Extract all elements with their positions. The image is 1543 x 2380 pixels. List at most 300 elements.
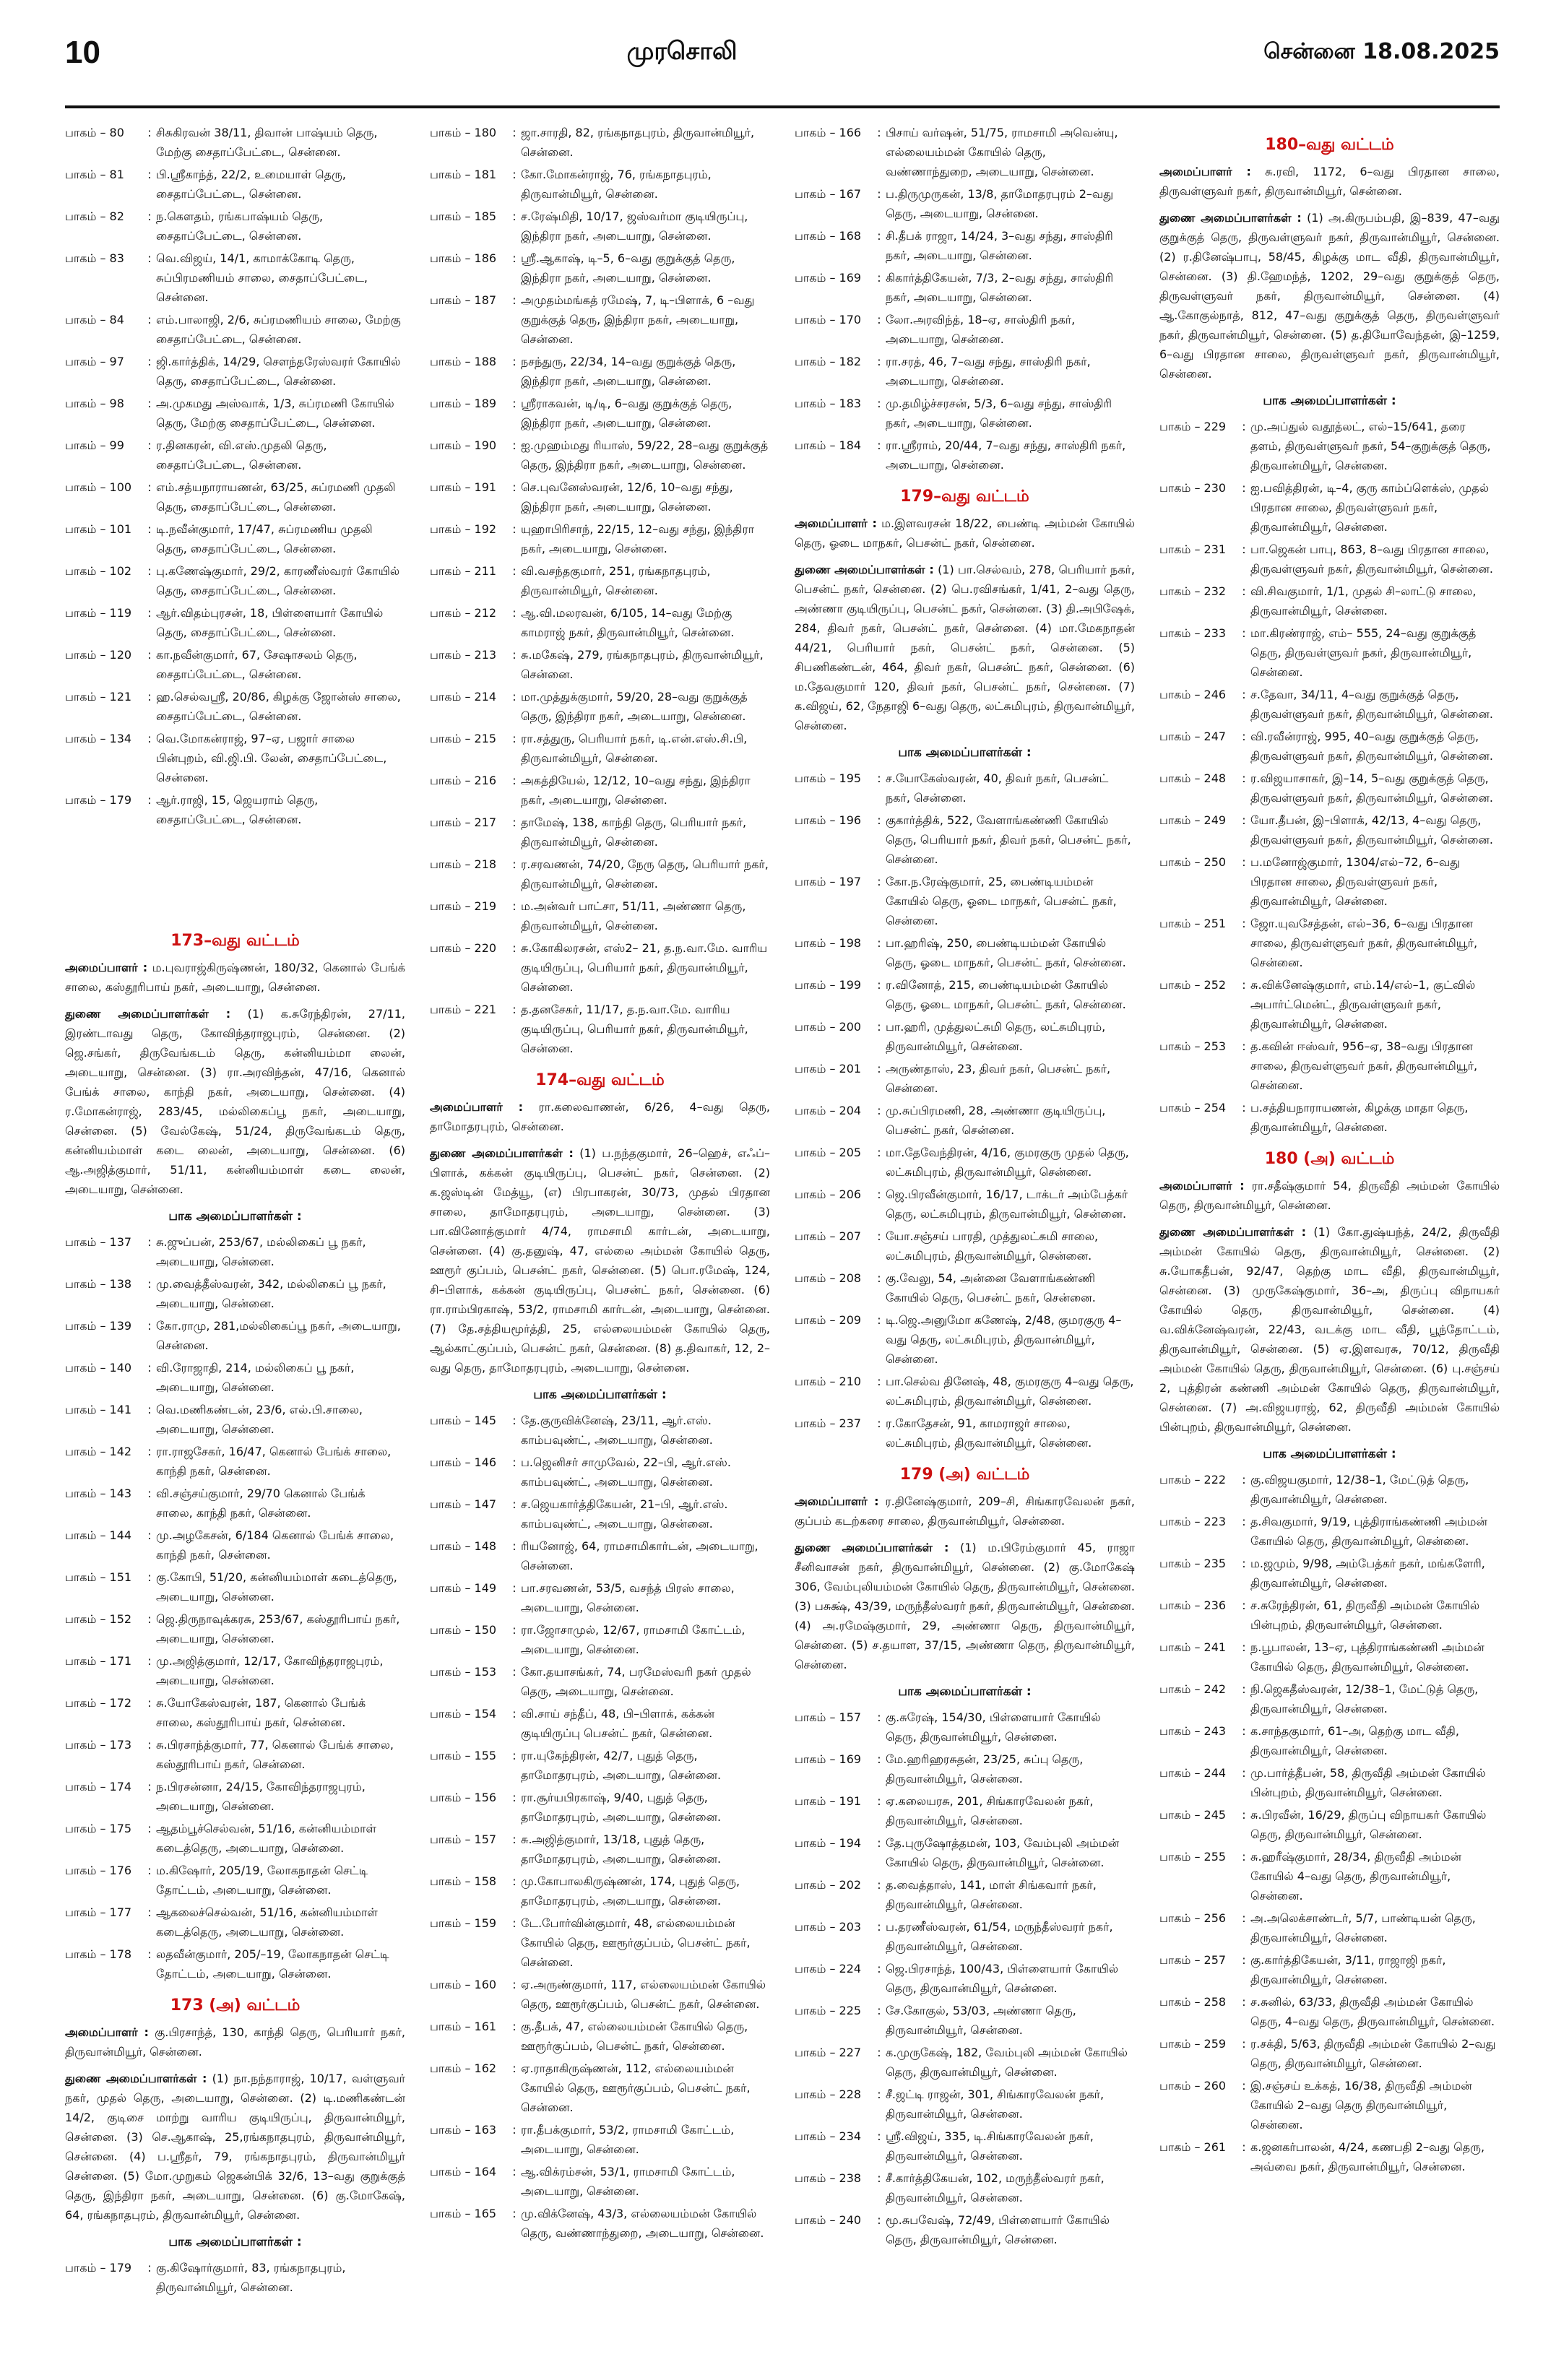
separator: : bbox=[147, 1822, 152, 1835]
booth-number: பாகம் – 253 bbox=[1159, 1039, 1227, 1053]
booth-organiser-address: ரா.சரத், 46, 7–வது சந்து, சாஸ்திரி நகர், அடையாறு, சென்னை. bbox=[886, 355, 1091, 388]
booth-number: பாகம் – 194 bbox=[795, 1836, 862, 1850]
list-item bbox=[65, 1400, 405, 1439]
officer-paragraph bbox=[65, 2069, 405, 2225]
section-subheading: பாக அமைப்பாளர்கள் : bbox=[898, 1684, 1032, 1699]
list-item bbox=[65, 436, 405, 475]
booth-number: பாகம் – 121 bbox=[65, 690, 132, 704]
separator: : bbox=[1242, 420, 1246, 433]
booth-number: பாகம் – 179 bbox=[65, 2261, 132, 2275]
booth-organiser-address: அ.அலெக்சாண்டர், 5/7, பாண்டியன் தெரு, திருவான்மியூர், சென்னை. bbox=[1250, 1911, 1476, 1944]
booth-organiser-address: மு.அப்துல் வதூத்லட், எல்–15/641, தரை தளம், திருவள்ளுவர் நகர், 54–குறுக்குத் தெரு, திருவான்மியூர், சென்னை. bbox=[1250, 420, 1491, 472]
list-item bbox=[65, 1358, 405, 1397]
list-item bbox=[65, 1567, 405, 1606]
separator: : bbox=[1242, 2079, 1246, 2093]
booth-organiser-address: ந.பூபாலன், 13–ஏ, புத்திராங்கண்ணி அம்மன் கோயில் தெரு, திருவான்மியூர், சென்னை. bbox=[1250, 1640, 1484, 1674]
booth-number: பாகம் – 206 bbox=[795, 1187, 862, 1201]
booth-number: பாகம் – 176 bbox=[65, 1864, 132, 1877]
booth-number: பாகம் – 195 bbox=[795, 771, 862, 785]
list-item bbox=[1159, 1763, 1500, 1802]
booth-organiser-address: ப.சத்தியநாராயணன், கிழக்கு மாதா தெரு, திருவான்மியூர், சென்னை. bbox=[1250, 1101, 1469, 1134]
list-item bbox=[65, 729, 405, 787]
list-item bbox=[1159, 727, 1500, 766]
list-item bbox=[430, 1411, 770, 1450]
officer-paragraph bbox=[1159, 162, 1500, 201]
separator: : bbox=[877, 1146, 881, 1159]
booth-organiser-address: எம்.சத்யநாராயணன், 63/25, சுப்ரமணி முதலி தெரு, சைதாப்பேட்டை, சென்னை. bbox=[156, 480, 396, 514]
booth-organiser-address: ஏ.ராதாகிருஷ்ணன், 112, எல்லையம்மன் கோயில் தெரு, ஊரூர்குப்பம், பெசன்ட் நகர், சென்னை. bbox=[521, 2061, 751, 2114]
separator: : bbox=[512, 438, 517, 452]
booth-number: பாகம் – 102 bbox=[65, 564, 132, 578]
officer-role-label: அமைப்பாளர் : bbox=[1159, 1179, 1245, 1193]
booth-number: பாகம் – 236 bbox=[1159, 1598, 1227, 1612]
list-item bbox=[65, 519, 405, 558]
list-item bbox=[430, 1453, 770, 1492]
booth-organiser-address: வி.ரவீன்ராஜ், 995, 40–வது குறுக்குத் தெரு, திருவள்ளுவர் நகர், திருவான்மியூர், சென்னை. bbox=[1250, 730, 1493, 763]
list-item bbox=[430, 436, 770, 475]
booth-organiser-address: மே.ஹரிஹரசுதன், 23/25, சுப்பு தெரு, திருவான்மியூர், சென்னை. bbox=[886, 1752, 1084, 1786]
booth-organiser-address: ஸ்ரீ.விஜய், 335, டி.சிங்காரவேலன் நகர், திருவான்மியூர், சென்னை. bbox=[886, 2129, 1094, 2163]
booth-organiser-address: த.கவின் ஈஸ்வர், 956–ஏ, 38–வது பிரதான சாலை, திருவள்ளுவர் நகர், திருவான்மியூர், சென்னை. bbox=[1250, 1039, 1478, 1092]
booth-number: பாகம் – 254 bbox=[1159, 1101, 1227, 1115]
separator: : bbox=[512, 606, 517, 620]
booth-organiser-address: மு.சுப்பிரமணி, 28, அண்ணா குடியிருப்பு, பெசன்ட் நகர், சென்னை. bbox=[886, 1104, 1106, 1137]
booth-organiser-address: மு.அழகேசன், 6/184 கெனால் பேங்க் சாலை, காந்தி நகர், சென்னை. bbox=[156, 1528, 394, 1562]
booth-number: பாகம் – 192 bbox=[430, 522, 497, 536]
officer-paragraph bbox=[1159, 1176, 1500, 1215]
booth-number: பாகம் – 255 bbox=[1159, 1850, 1227, 1864]
booth-organiser-address: வி.சஞ்சய்குமார், 29/70 கெனால் பேங்க் சாலை, காந்தி நகர், சென்னை. bbox=[156, 1487, 366, 1520]
list-item bbox=[1159, 1805, 1500, 1844]
booth-number: பாகம் – 235 bbox=[1159, 1557, 1227, 1570]
list-item bbox=[430, 394, 770, 433]
booth-number: பாகம் – 224 bbox=[795, 1962, 862, 1976]
separator: : bbox=[512, 1874, 517, 1888]
separator: : bbox=[147, 1947, 152, 1961]
booth-organiser-address: ஜா.சாரதி, 82, ரங்கநாதபுரம், திருவான்மியூர், சென்னை. bbox=[521, 126, 755, 159]
separator: : bbox=[512, 1455, 517, 1469]
booth-number: பாகம் – 180 bbox=[430, 126, 497, 139]
list-item bbox=[65, 645, 405, 684]
list-item bbox=[65, 790, 405, 829]
separator: : bbox=[147, 732, 152, 745]
separator: : bbox=[877, 978, 881, 992]
booth-number: பாகம் – 120 bbox=[65, 648, 132, 662]
booth-organiser-address: ரா.ஸ்ரீராம், 20/44, 7–வது சந்து, சாஸ்திரி நகர், அடையாறு, சென்னை. bbox=[886, 438, 1126, 472]
booth-number: பாகம் – 200 bbox=[795, 1020, 862, 1034]
separator: : bbox=[512, 355, 517, 368]
list-item bbox=[1159, 1950, 1500, 1989]
booth-organiser-address: ஏ.கலையரசு, 201, சிங்காரவேலன் நகர், திருவான்மியூர், சென்னை. bbox=[886, 1794, 1094, 1827]
column-spacer bbox=[65, 832, 405, 919]
booth-organiser-address: வி.சாய் சந்தீப், 48, பி–பிளாக், கக்கன் குடியிருப்பு பெசன்ட் நகர், சென்னை. bbox=[521, 1707, 715, 1740]
booth-organiser-address: கோ.ராமு, 281,மல்லிகைப்பூ நகர், அடையாறு, சென்னை. bbox=[156, 1319, 401, 1352]
list-item bbox=[430, 2204, 770, 2243]
booth-number: பாகம் – 159 bbox=[430, 1916, 497, 1930]
list-item bbox=[795, 2210, 1135, 2249]
booth-number: பாகம் – 185 bbox=[430, 209, 497, 223]
list-item bbox=[1159, 1596, 1500, 1635]
booth-number: பாகம் – 243 bbox=[1159, 1724, 1227, 1738]
list-item bbox=[65, 1735, 405, 1774]
booth-number: பாகம் – 217 bbox=[430, 815, 497, 829]
separator: : bbox=[147, 1738, 152, 1752]
booth-number: பாகம் – 154 bbox=[430, 1707, 497, 1721]
booth-number: பாகம் – 169 bbox=[795, 1752, 862, 1766]
booth-number: பாகம் – 141 bbox=[65, 1403, 132, 1416]
list-item bbox=[65, 1232, 405, 1271]
booth-number: பாகம் – 178 bbox=[65, 1947, 132, 1961]
booth-number: பாகம் – 174 bbox=[65, 1780, 132, 1793]
separator: : bbox=[1242, 2140, 1246, 2154]
booth-number: பாகம் – 138 bbox=[65, 1277, 132, 1291]
ward-heading: 179 (அ) வட்டம் bbox=[899, 1466, 1030, 1484]
section-subheading: பாக அமைப்பாளர்கள் : bbox=[168, 1209, 302, 1224]
separator: : bbox=[877, 1920, 881, 1934]
booth-number: பாகம் – 213 bbox=[430, 648, 497, 662]
booth-number: பாகம் – 218 bbox=[430, 857, 497, 871]
booth-number: பாகம் – 221 bbox=[430, 1003, 497, 1016]
booth-organiser-address: ரா.யுகேந்திரன், 42/7, புதுத் தெரு, தாமோதரபுரம், அடையாறு, சென்னை. bbox=[521, 1749, 722, 1782]
separator: : bbox=[1242, 1039, 1246, 1053]
column bbox=[795, 123, 1135, 2369]
list-item bbox=[430, 165, 770, 204]
booth-number: பாகம் – 251 bbox=[1159, 917, 1227, 930]
list-item bbox=[65, 1777, 405, 1816]
booth-number: பாகம் – 230 bbox=[1159, 481, 1227, 495]
booth-organiser-address: ச.சுரேந்திரன், 61, திருவீதி அம்மன் கோயில் பின்புறம், திருவான்மியூர், சென்னை. bbox=[1250, 1598, 1480, 1632]
officer-role-label: துணை அமைப்பாளர்கள் : bbox=[430, 1146, 574, 1160]
list-item bbox=[430, 2162, 770, 2201]
officer-role-label: துணை அமைப்பாளர்கள் : bbox=[65, 2072, 207, 2085]
booth-number: பாகம் – 82 bbox=[65, 209, 124, 223]
booth-number: பாகம் – 190 bbox=[430, 438, 497, 452]
officer-details: (1) பா.செல்வம், 278, பெரியார் நகர், பெசன்ட் நகர், சென்னை. (2) பெ.ரவிசங்கர், 1/41, 2–வது தெரு, அண்ணா குடியிருப்பு, பெசன்ட் நகர், சென்னை. (3) தி.அபிஷேக், 284, திவர் நகர், பெசன்ட் நகர், சென்னை. (4) மா.மேகநாதன் 44/21, பெரியார் நகர், பெசன்ட் நகர், சென்னை. (5) சிபணிகண்டன், 464, திவர் நகர், பெசன்ட் நகர், சென்னை. (6) ம.தேவகுமார் 120, திவர் நகர், பெசன்ட் நகர், சென்னை. (7) க.விஜய், 62, நேதாஜி 6–வது தெரு, லட்சுமிபுரம், திருவான்மியூர், சென்னை. bbox=[795, 563, 1135, 732]
booth-organiser-address: மா.தேவேந்திரன், 4/16, குமரகுரு முதல் தெரு, லட்சுமிபுரம், திருவான்மியூர், சென்னை. bbox=[886, 1146, 1129, 1179]
officer-details: ம.புவராஜ்கிருஷ்ணன், 180/32, கெனால் பேங்க் சாலை, கஸ்தூரிபாய் நகர், அடையாறு, சென்னை. bbox=[65, 961, 405, 994]
list-item bbox=[430, 1620, 770, 1659]
booth-organiser-address: மு.அஜித்குமார், 12/17, கோவிந்தராஜபுரம், அடையாறு, சென்னை. bbox=[156, 1654, 384, 1687]
booth-organiser-address: ரா.சத்துரு, பெரியார் நகர், டி.என்.எஸ்.சி.பி, திருவான்மியூர், சென்னை. bbox=[521, 732, 748, 765]
list-item bbox=[65, 1609, 405, 1648]
list-item bbox=[795, 1917, 1135, 1956]
separator: : bbox=[877, 2129, 881, 2143]
separator: : bbox=[1242, 1724, 1246, 1738]
list-item bbox=[795, 769, 1135, 808]
separator: : bbox=[877, 1271, 881, 1285]
booth-number: பாகம் – 214 bbox=[430, 690, 497, 704]
officer-role-label: அமைப்பாளர் : bbox=[65, 961, 148, 974]
booth-organiser-address: சே.கோகுல், 53/03, அண்ணா தெரு, திருவான்மியூர், சென்னை. bbox=[886, 2004, 1076, 2037]
booth-number: பாகம் – 153 bbox=[430, 1665, 497, 1679]
separator: : bbox=[877, 1962, 881, 1976]
booth-organiser-address: சு.ஜுப்பன், 253/67, மல்லிகைப் பூ நகர், அடையாறு, சென்னை. bbox=[156, 1235, 366, 1268]
officer-role-label: அமைப்பாளர் : bbox=[795, 516, 877, 530]
ward-heading: 174–வது வட்டம் bbox=[535, 1071, 665, 1089]
separator: : bbox=[512, 1791, 517, 1804]
booth-organiser-address: ம.அன்வர் பாட்சா, 51/11, அண்ணா தெரு, திருவான்மியூர், சென்னை. bbox=[521, 899, 746, 932]
list-item bbox=[795, 352, 1135, 391]
list-item bbox=[795, 810, 1135, 869]
booth-organiser-address: ஜெ.பிரவீன்குமார், 16/17, டாக்டர் அம்பேத்கர் தெரு, லட்சுமிபுரம், திருவான்மியூர், சென்னை. bbox=[886, 1187, 1128, 1221]
booth-organiser-address: தாமேஷ், 138, காந்தி தெரு, பெரியார் நகர், திருவான்மியூர், சென்னை. bbox=[521, 815, 747, 849]
officer-role-label: துணை அமைப்பாளர்கள் : bbox=[795, 563, 934, 576]
separator: : bbox=[877, 2046, 881, 2059]
list-item bbox=[795, 1143, 1135, 1182]
booth-organiser-address: கு.கோபி, 51/20, கன்னியம்மாள் கடைத்தெரு, அடையாறு, சென்னை. bbox=[156, 1570, 397, 1604]
separator: : bbox=[1242, 2037, 1246, 2051]
separator: : bbox=[147, 168, 152, 181]
separator: : bbox=[877, 1710, 881, 1724]
booth-organiser-address: ச.ஜெயகார்த்திகேயன், 21–பி, ஆர்.எஸ். காம்பவுண்ட், அடையாறு, சென்னை. bbox=[521, 1497, 728, 1531]
separator: : bbox=[512, 1665, 517, 1679]
separator: : bbox=[512, 293, 517, 307]
list-item bbox=[1159, 975, 1500, 1034]
separator: : bbox=[877, 2213, 881, 2227]
list-item bbox=[795, 1708, 1135, 1747]
separator: : bbox=[877, 271, 881, 285]
officer-paragraph bbox=[795, 1538, 1135, 1674]
officer-details: (1) ம.பிரேம்குமார் 45, ராஜா சீனிவாசன் நகர், திருவான்மியூர், சென்னை. (2) கு.மோகேஷ் 306, வேம்புலியம்மன் கோயில் தெரு, திருவான்மியூர், சென்னை. (3) பசுக்ஷ், 43/39, மருந்தீஸ்வரர் நகர், திருவான்மியூர், சென்னை. (4) அ.ரமேஷ்குமார், 29, அண்ணா தெரு, திருவான்மியூர், சென்னை. (5) ச.தயாள, 37/15, அண்ணா தெரு, திருவான்மியூர், சென்னை. bbox=[795, 1541, 1135, 1671]
separator: : bbox=[1242, 771, 1246, 785]
booth-number: பாகம் – 186 bbox=[430, 251, 497, 265]
booth-number: பாகம் – 80 bbox=[65, 126, 124, 139]
separator: : bbox=[1242, 1557, 1246, 1570]
list-item bbox=[430, 352, 770, 391]
list-item bbox=[65, 2258, 405, 2297]
booth-number: பாகம் – 209 bbox=[795, 1313, 862, 1327]
list-item bbox=[430, 1578, 770, 1617]
list-item bbox=[430, 207, 770, 246]
list-item bbox=[1159, 540, 1500, 579]
list-item bbox=[795, 226, 1135, 265]
booth-organiser-address: ஆகலைச்செல்வன், 51/16, கன்னியம்மாள் கடைத்தெரு, அடையாறு, சென்னை. bbox=[156, 1905, 378, 1939]
booth-organiser-address: த.வைத்தாஸ், 141, மாள் சிங்கவார் நகர், திருவான்மியூர், சென்னை. bbox=[886, 1878, 1097, 1911]
section-subheading: பாக அமைப்பாளர்கள் : bbox=[533, 1388, 667, 1402]
booth-number: பாகம் – 165 bbox=[430, 2207, 497, 2220]
booth-number: பாகம் – 146 bbox=[430, 1455, 497, 1469]
booth-organiser-address: பா.சரவணன், 53/5, வசந்த் பிரஸ் சாலை, அடையாறு, சென்னை. bbox=[521, 1581, 735, 1614]
list-item bbox=[1159, 1992, 1500, 2031]
booth-organiser-address: பிசாய் வர்ஷன், 51/75, ராமசாமி அவென்யு, எல்லையம்மன் கோயில் தெரு, வண்ணாந்துறை, அடையாறு, சென்னை. bbox=[886, 126, 1118, 178]
booth-organiser-address: டி.ஜெ.அனுமோ கணேஷ், 2/48, குமரகுரு 4–வது தெரு, லட்சுமிபுரம், திருவான்மியூர், சென்னை. bbox=[886, 1313, 1122, 1366]
separator: : bbox=[877, 936, 881, 950]
list-item bbox=[65, 1651, 405, 1690]
booth-number: பாகம் – 137 bbox=[65, 1235, 132, 1249]
officer-role-label: துணை அமைப்பாளர்கள் : bbox=[1159, 1225, 1306, 1239]
officer-role-label: அமைப்பாளர் : bbox=[1159, 165, 1251, 178]
ward-heading: 180–வது வட்டம் bbox=[1265, 136, 1394, 154]
list-item bbox=[430, 248, 770, 287]
booth-organiser-address: ர.வினோத், 215, பைண்டியம்மன் கோயில் தெரு, ஓடை மாநகர், பெசன்ட் நகர், சென்னை. bbox=[886, 978, 1126, 1011]
officer-paragraph bbox=[795, 560, 1135, 735]
separator: : bbox=[512, 1581, 517, 1595]
officer-role-label: துணை அமைப்பாளர்கள் : bbox=[1159, 211, 1302, 225]
booth-number: பாகம் – 168 bbox=[795, 229, 862, 243]
booth-number: பாகம் – 205 bbox=[795, 1146, 862, 1159]
booth-number: பாகம் – 189 bbox=[430, 397, 497, 410]
booth-organiser-address: கோ.ந.ரேஷ்குமார், 25, பைண்டியம்மன் கோயில் தெரு, ஓடை மாநகர், பெசன்ட் நகர், சென்னை. bbox=[886, 875, 1117, 927]
list-item bbox=[430, 1536, 770, 1575]
column bbox=[430, 123, 770, 2369]
booth-number: பாகம் – 187 bbox=[430, 293, 497, 307]
booth-organiser-address: ஜெ.திருநாவுக்கரசு, 253/67, கஸ்தூரிபாய் நகர், அடையாறு, சென்னை. bbox=[156, 1612, 400, 1645]
separator: : bbox=[512, 815, 517, 829]
list-item bbox=[430, 1830, 770, 1869]
separator: : bbox=[1242, 1101, 1246, 1115]
booth-organiser-address: வி.ரோஜாதி, 214, மல்லிகைப் பூ நகர், அடையாறு, சென்னை. bbox=[156, 1361, 355, 1394]
list-item bbox=[65, 310, 405, 349]
separator: : bbox=[147, 355, 152, 368]
booth-organiser-address: யோ.தீபன், இ–பிளாக், 42/13, 4–வது தெரு, திருவள்ளுவர் நகர், திருவான்மியூர், சென்னை. bbox=[1250, 813, 1493, 847]
separator: : bbox=[1242, 1682, 1246, 1696]
officer-paragraph bbox=[795, 1492, 1135, 1531]
separator: : bbox=[1242, 1911, 1246, 1925]
separator: : bbox=[147, 793, 152, 807]
list-item bbox=[1159, 1554, 1500, 1593]
booth-number: பாகம் – 242 bbox=[1159, 1682, 1227, 1696]
list-item bbox=[795, 2001, 1135, 2040]
list-item bbox=[795, 184, 1135, 223]
officer-details: ம.இளவரசன் 18/22, பைண்டி அம்மன் கோயில் தெரு, ஓடை மாநகர், பெசன்ட் நகர், சென்னை. bbox=[795, 516, 1135, 550]
booth-number: பாகம் – 215 bbox=[430, 732, 497, 745]
separator: : bbox=[147, 1319, 152, 1333]
booth-number: பாகம் – 259 bbox=[1159, 2037, 1227, 2051]
booth-number: பாகம் – 202 bbox=[795, 1878, 862, 1892]
booth-organiser-address: ஜெ.பிரசாந்த், 100/43, பிள்ளையார் கோயில் தெரு, திருவான்மியூர், சென்னை. bbox=[886, 1962, 1119, 1995]
separator: : bbox=[512, 1832, 517, 1846]
separator: : bbox=[1242, 1640, 1246, 1654]
booth-organiser-address: டி.நவீன்குமார், 17/47, சுப்ரமணிய முதலி தெரு, சைதாப்பேட்டை, சென்னை. bbox=[156, 522, 373, 555]
officer-details: (1) கோ.துஷ்யந்த், 24/2, திருவீதி அம்மன் கோயில் தெரு, திருவான்மியூர், சென்னை. (2) சு.யோகதீபன், 92/47, தெற்கு மாட வீதி, திருவான்மியூர், சென்னை. (3) முருகேஷ்குமார், 36–அ, திருப்பு விநாயகர் கோயில் தெரு, திருவான்மியூர், சென்னை. (4) வ.விக்னேஷ்வரன், 22/43, வடக்கு மாட வீதி, பூந்தோட்டம், திருவான்மியூர், சென்னை. (5) ஏ.இளவரசு, 70/12, திருவீதி அம்மன் கோயில் தெரு, திருவான்மியூர், சென்னை. (6) பு.சஞ்சய் 2, புத்திரன் கண்ணி அம்மன் கோயில் தெரு, திருவான்மியூர், சென்னை. (7) அ.விஜயராஜ், 62, திருவீதி அம்மன் கோயில் பின்புறம், திருவான்மியூர், சென்னை. bbox=[1159, 1225, 1500, 1434]
list-item bbox=[430, 2120, 770, 2159]
booth-number: பாகம் – 144 bbox=[65, 1528, 132, 1542]
booth-organiser-address: அ.முகமது அஸ்வாக், 1/3, சுப்ரமணி கோயில் தெரு, மேற்கு சைதாப்பேட்டை, சென்னை. bbox=[156, 397, 394, 430]
officer-paragraph bbox=[430, 1097, 770, 1136]
separator: : bbox=[512, 732, 517, 745]
list-item bbox=[65, 1861, 405, 1900]
list-item bbox=[65, 1442, 405, 1481]
list-item bbox=[65, 165, 405, 204]
list-item bbox=[430, 771, 770, 810]
booth-number: பாகம் – 245 bbox=[1159, 1808, 1227, 1822]
list-item bbox=[65, 123, 405, 162]
separator: : bbox=[1242, 542, 1246, 556]
separator: : bbox=[512, 1623, 517, 1637]
separator: : bbox=[1242, 1953, 1246, 1967]
booth-organiser-address: ப.திருமுருகன், 13/8, தாமோதரபுரம் 2–வது தெரு, அடையாறு, சென்னை. bbox=[886, 187, 1114, 220]
separator: : bbox=[147, 251, 152, 265]
separator: : bbox=[877, 875, 881, 888]
list-item bbox=[1159, 914, 1500, 972]
booth-number: பாகம் – 244 bbox=[1159, 1766, 1227, 1780]
booth-organiser-address: ச.தேவா, 34/11, 4–வது குறுக்குத் தெரு, திருவள்ளுவர் நகர், திருவான்மியூர், சென்னை. bbox=[1250, 688, 1493, 721]
separator: : bbox=[512, 2020, 517, 2033]
separator: : bbox=[877, 126, 881, 139]
separator: : bbox=[512, 1707, 517, 1721]
list-item bbox=[1159, 810, 1500, 849]
booth-organiser-address: கிகார்த்திகேயன், 7/3, 2–வது சந்து, சாஸ்திரி நகர், அடையாறு, சென்னை. bbox=[886, 271, 1114, 304]
list-item bbox=[1159, 2076, 1500, 2134]
separator: : bbox=[877, 1229, 881, 1243]
section-subheading: பாக அமைப்பாளர்கள் : bbox=[168, 2235, 302, 2249]
separator: : bbox=[147, 438, 152, 452]
separator: : bbox=[147, 1277, 152, 1291]
list-item bbox=[1159, 581, 1500, 620]
section-subheading: பாக அமைப்பாளர்கள் : bbox=[1263, 394, 1396, 408]
separator: : bbox=[147, 1235, 152, 1249]
list-item bbox=[65, 352, 405, 391]
booth-number: பாகம் – 143 bbox=[65, 1487, 132, 1500]
booth-organiser-address: மு.வைத்தீஸ்வரன், 342, மல்லிகைப் பூ நகர், அடையாறு, சென்னை. bbox=[156, 1277, 386, 1310]
booth-number: பாகம் – 184 bbox=[795, 438, 862, 452]
booth-organiser-address: அமுதம்மங்கத் ரமேஷ், 7, டி–பிளாக், 6 –வது குறுக்குத் தெரு, இந்திரா நகர், அடையாறு, சென்னை. bbox=[521, 293, 755, 346]
booth-number: பாகம் – 197 bbox=[795, 875, 862, 888]
booth-number: பாகம் – 81 bbox=[65, 168, 124, 181]
booth-organiser-address: வி.வசந்தகுமார், 251, ரங்கநாதபுரம், திருவான்மியூர், சென்னை. bbox=[521, 564, 711, 597]
booth-number: பாகம் – 158 bbox=[430, 1874, 497, 1888]
booth-number: பாகம் – 161 bbox=[430, 2020, 497, 2033]
list-item bbox=[795, 1414, 1135, 1453]
list-item bbox=[1159, 1637, 1500, 1676]
list-item bbox=[430, 519, 770, 558]
list-item bbox=[1159, 2137, 1500, 2176]
list-item bbox=[65, 1316, 405, 1355]
separator: : bbox=[877, 771, 881, 785]
separator: : bbox=[512, 480, 517, 494]
list-item bbox=[1159, 1721, 1500, 1760]
booth-number: பாகம் – 171 bbox=[65, 1654, 132, 1668]
booth-number: பாகம் – 169 bbox=[795, 271, 862, 285]
booth-organiser-address: பா.ஜெகன் பாபு, 863, 8–வது பிரதான சாலை, திருவள்ளுவர் நகர், திருவான்மியூர், சென்னை. bbox=[1250, 542, 1493, 576]
booth-number: பாகம் – 166 bbox=[795, 126, 862, 139]
list-item bbox=[795, 310, 1135, 349]
section-subheading: பாக அமைப்பாளர்கள் : bbox=[898, 745, 1032, 760]
separator: : bbox=[1242, 1598, 1246, 1612]
booth-organiser-address: ரா.ராஜசேகர், 16/47, கெனால் பேங்க் சாலை, காந்தி நகர், சென்னை. bbox=[156, 1445, 392, 1478]
booth-number: பாகம் – 204 bbox=[795, 1104, 862, 1117]
separator: : bbox=[147, 1864, 152, 1877]
booth-organiser-address: சி.தீபக் ராஜா, 14/24, 3–வது சந்து, சாஸ்திரி நகர், அடையாறு, சென்னை. bbox=[886, 229, 1113, 262]
separator: : bbox=[147, 1780, 152, 1793]
list-item bbox=[65, 687, 405, 726]
separator: : bbox=[512, 774, 517, 787]
booth-number: பாகம் – 101 bbox=[65, 522, 132, 536]
separator: : bbox=[877, 1836, 881, 1850]
booth-organiser-address: ஜோ.யுவசேத்தன், எல்–36, 6–வது பிரதான சாலை, திருவள்ளுவர் நகர், திருவான்மியூர், சென்னை. bbox=[1250, 917, 1478, 969]
booth-organiser-address: பி.ஸ்ரீகாந்த், 22/2, உமையாள் தெரு, சைதாப்பேட்டை, சென்னை. bbox=[156, 168, 346, 201]
booth-organiser-address: கோ.மோகன்ராஜ், 76, ரங்கநாதபுரம், திருவான்மியூர், சென்னை. bbox=[521, 168, 712, 201]
list-item bbox=[430, 1871, 770, 1911]
separator: : bbox=[1242, 813, 1246, 827]
booth-number: பாகம் – 260 bbox=[1159, 2079, 1227, 2093]
list-item bbox=[1159, 623, 1500, 682]
separator: : bbox=[1242, 1995, 1246, 2009]
booth-number: பாகம் – 191 bbox=[430, 480, 497, 494]
list-item bbox=[1159, 1847, 1500, 1905]
list-item bbox=[430, 687, 770, 726]
booth-number: பாகம் – 228 bbox=[795, 2087, 862, 2101]
booth-number: பாகம் – 160 bbox=[430, 1978, 497, 1991]
separator: : bbox=[147, 1654, 152, 1668]
list-item bbox=[65, 1819, 405, 1858]
booth-organiser-address: தே.குருவிக்னேஷ், 23/11, ஆர்.எஸ். காம்பவுண்ட், அடையாறு, சென்னை. bbox=[521, 1414, 713, 1447]
list-item bbox=[795, 1185, 1135, 1224]
separator: : bbox=[877, 2004, 881, 2017]
list-item bbox=[795, 1226, 1135, 1265]
booth-number: பாகம் – 183 bbox=[795, 397, 862, 410]
newspaper-name: முரசொலி bbox=[626, 37, 738, 66]
